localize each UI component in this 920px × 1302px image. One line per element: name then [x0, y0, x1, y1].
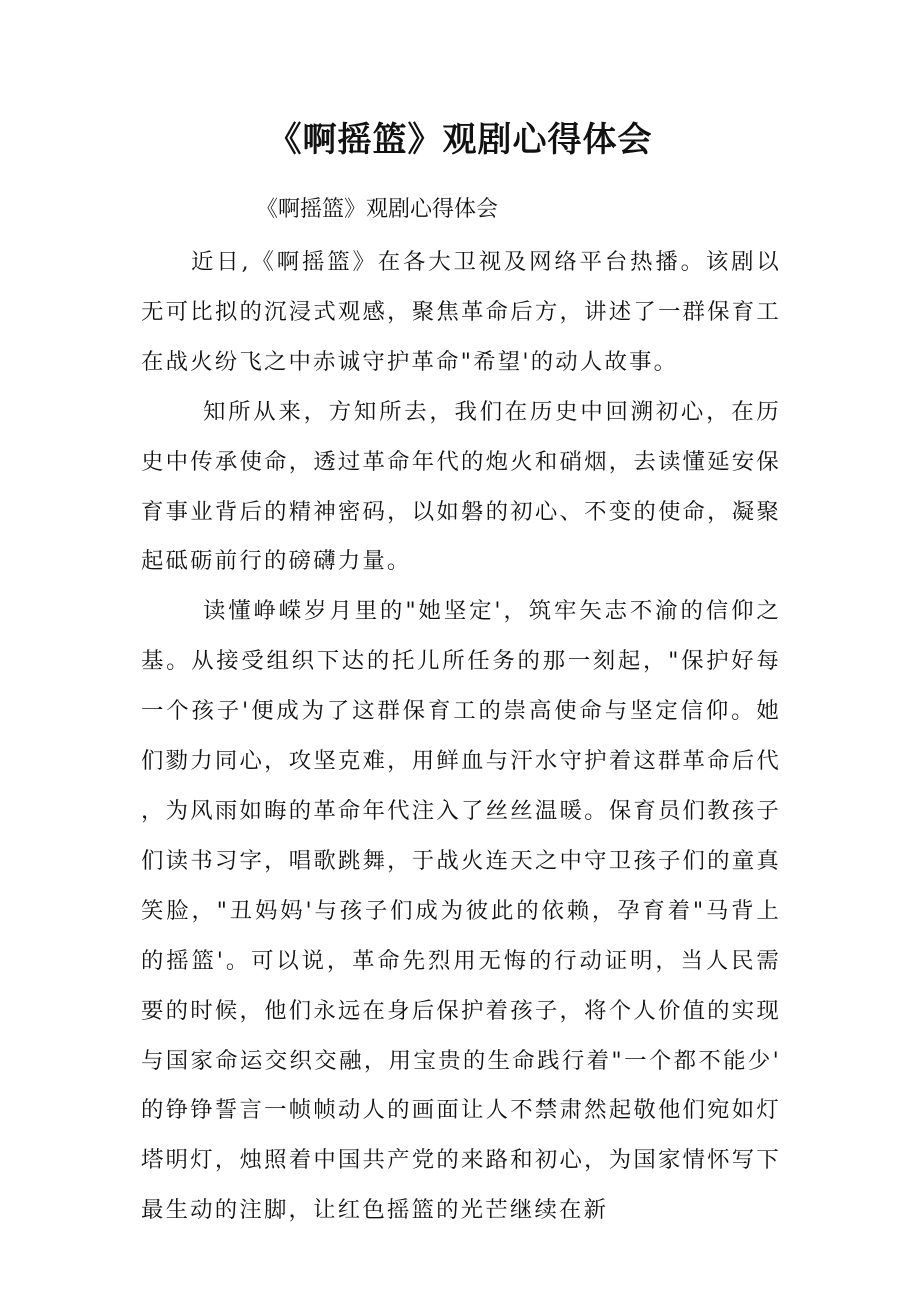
document-body [141, 238, 781, 1236]
paragraph-faith: 读懂峥嵘岁月里的"她坚定'，筑牢矢志不渝的信仰之基。从接受组织下达的托儿所任务的那一刻起，"保护好每一个孩子'便成为了这群保育工的崇高使命与坚定信仰。她们勠力同心，攻坚克难，用鲜血与汗水守护着这群革命后代，为风雨如晦的革命年代注入了丝丝温暖。保育员们教孩子们读书习字，唱歌跳舞，于战火连天之中守卫孩子们的童真笑脸，"丑妈妈'与孩子们成为彼此的依赖，孕育着"马背上的摇篮'。可以说，革命先烈用无悔的行动证明，当人民需要的时候，他们永远在身后保护着孩子，将个人价值的实现与国家命运交织交融，用宝贵的生命践行着"一个都不能少'的铮铮誓言一帧帧动人的画面让人不禁肃然起敬他们宛如灯塔明灯，烛照着中国共产党的来路和初心，为国家情怀写下最生动的注脚，让红色摇篮的光芒继续在新 [141, 598, 781, 1224]
paragraph-intro: 近日,《啊摇篮》在各大卫视及网络平台热播。该剧以无可比拟的沉浸式观感，聚焦革命后方，讲述了一群保育工在战火纷飞之中赤诚守护革命"希望'的动人故事。 [141, 249, 781, 375]
document-title: 《啊摇篮》观剧心得体会 [267, 120, 653, 160]
document-subtitle: 《啊摇篮》观剧心得体会 [256, 197, 499, 222]
paragraph-origin: 知所从来，方知所去，我们在历史中回溯初心，在历史中传承使命，透过革命年代的炮火和硝烟，去读懂延安保育事业背后的精神密码，以如磐的初心、不变的使命，凝聚起砥砺前行的磅礴力量。 [141, 398, 781, 575]
